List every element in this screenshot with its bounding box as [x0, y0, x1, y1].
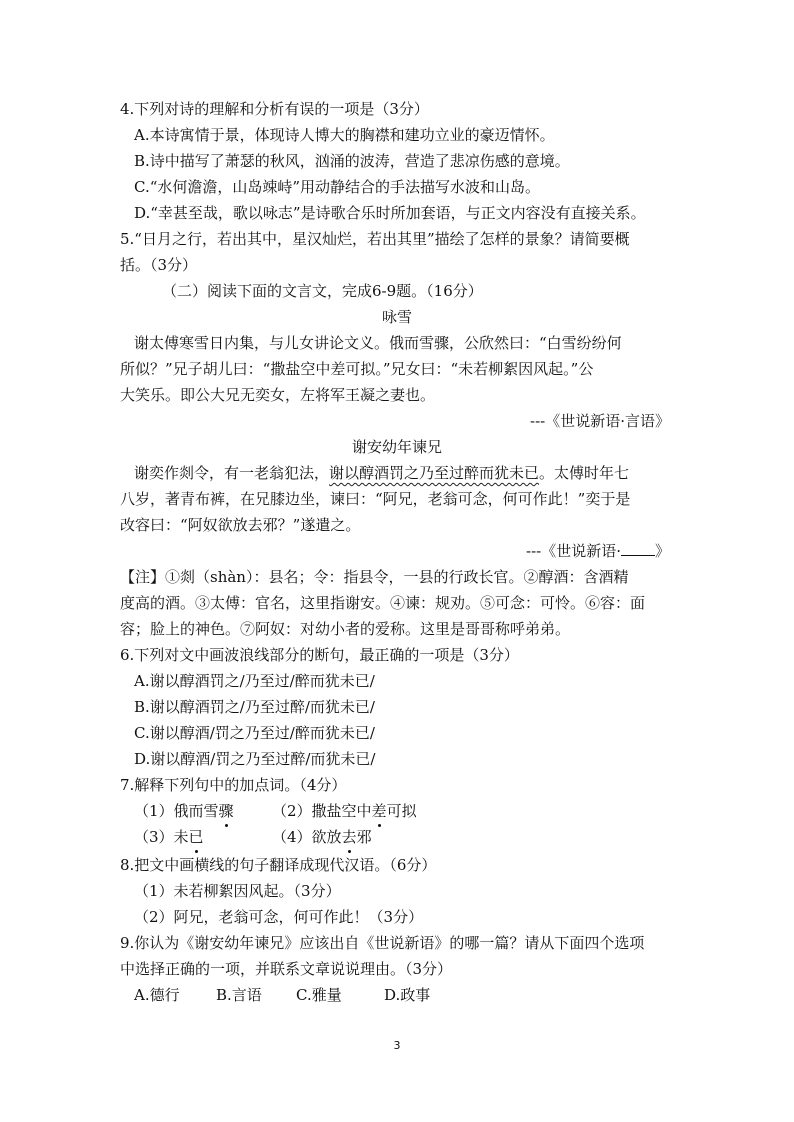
q6-option-c: C.谢以醇酒/罚之乃至过/醉而犹未已/ [134, 724, 375, 742]
q7-item3-dotted-word: 已 [188, 828, 204, 846]
q7-item2-text: （2）撒盐空中 [272, 802, 372, 820]
section-2-heading: （二）阅读下面的文言文，完成6-9题。（16分） [162, 282, 483, 300]
q9-line1: 9.你认为《谢安幼年谏兄》应该出自《世说新语》的哪一篇？请从下面四个选项 [120, 934, 645, 952]
q9-option-d: D.政事 [384, 986, 431, 1004]
q6-stem: 6.下列对文中画波浪线部分的断句，最正确的一项是（3分） [120, 646, 519, 664]
wavy-underlined-sentence: 谢以醇酒罚之乃至过醉而犹未已 [329, 464, 540, 482]
passage1-source: ---《世说新语·言语》 [530, 412, 670, 430]
passage1-line2: 所似？”兄子胡儿曰：“撒盐空中差可拟。”兄女曰：“未若柳絮因风起。”公 [120, 360, 594, 378]
q5-line1: 5.“日月之行，若出其中，星汉灿烂，若出其里”描绘了怎样的景象？请简要概 [120, 230, 630, 248]
q7-item2-dotted-word: 差 [371, 802, 387, 820]
notes-line3: 容；脸上的神色。⑦阿奴：对幼小者的爱称。这里是哥哥称呼弟弟。 [120, 620, 571, 638]
passage2-source-prefix: ---《世说新语· [526, 542, 621, 560]
q9-line2: 中选择正确的一项，并联系文章说说理由。（3分） [120, 960, 453, 978]
q8-item1: （1）未若柳絮因风起。（3分） [134, 882, 341, 900]
q7-item4-text-after: 邪 [356, 828, 372, 846]
q6-option-a: A.谢以醇酒罚之/乃至过/醉而犹未已/ [134, 672, 375, 690]
q7-item4-dotted-word: 去 [341, 828, 357, 846]
passage2-title: 谢安幼年谏兄 [351, 438, 442, 456]
q7-item1-text: （1）俄而雪 [134, 802, 219, 820]
q7-item4 [272, 827, 372, 847]
q8-stem: 8.把文中画横线的句子翻译成现代汉语。（6分） [120, 856, 437, 874]
q7-item3 [134, 827, 204, 847]
q9-option-c: C.雅量 [296, 986, 342, 1004]
q7-item3-text: （3）未 [134, 828, 189, 846]
q5-line2: 括。（3分） [120, 256, 198, 274]
q7-item2 [272, 801, 417, 821]
passage2-source-suffix: 》 [654, 542, 670, 560]
q4-option-d: D.“幸甚至哉，歌以咏志”是诗歌合乐时所加套语，与正文内容没有直接关系。 [134, 204, 646, 222]
q4-option-c: C.“水何澹澹，山岛竦峙”用动静结合的手法描写水波和山岛。 [134, 178, 541, 196]
passage1-line1: 谢太傅寒雪日内集，与儿女讲论文义。俄而雪骤，公欣然曰：“白雪纷纷何 [134, 334, 622, 352]
source-blank [621, 541, 655, 556]
passage2-source [526, 541, 670, 561]
notes-line1: 【注】①剡（shàn）：县名；令：指县令，一县的行政长官。②醇酒：含酒精 [120, 568, 629, 586]
passage2-line1 [134, 463, 629, 483]
q9-option-a: A.德行 [134, 986, 180, 1004]
passage1-title: 咏雪 [381, 308, 412, 326]
q7-item1-dotted-word: 骤 [218, 802, 234, 820]
q4-option-b: B.诗中描写了萧瑟的秋风，汹涌的波涛，营造了悲凉伤感的意境。 [134, 152, 570, 170]
q8-item2: （2）阿兄，老翁可念，何可作此！（3分） [134, 908, 424, 926]
passage1-line3: 大笑乐。即公大兄无奕女，左将军王凝之妻也。 [120, 386, 436, 404]
q4-option-a: A.本诗寓情于景，体现诗人博大的胸襟和建功立业的豪迈情怀。 [134, 126, 555, 144]
page-number: 3 [393, 1039, 401, 1052]
q7-stem: 7.解释下列句中的加点词。（4分） [120, 776, 347, 794]
notes-line2: 度高的酒。③太傅：官名，这里指谢安。④谏：规劝。⑤可念：可怜。⑥容：面 [120, 594, 646, 612]
passage2-line1-after: 。太傅时年七 [539, 464, 630, 482]
passage2-line1-before: 谢奕作剡令，有一老翁犯法， [134, 464, 330, 482]
passage2-line2: 八岁，著青布裤，在兄膝边坐，谏曰：“阿兄，老翁可念，何可作此！”奕于是 [120, 490, 631, 508]
q7-item2-text-after: 可拟 [386, 802, 417, 820]
passage2-line3: 改容曰：“阿奴欲放去邪？”遂遣之。 [120, 516, 361, 534]
q6-option-b: B.谢以醇酒罚之/乃至过醉/而犹未已/ [134, 698, 375, 716]
q4-stem: 4.下列对诗的理解和分析有误的一项是（3分） [120, 100, 429, 118]
q7-item4-text: （4）欲放 [272, 828, 342, 846]
q6-option-d: D.谢以醇酒/罚之乃至过醉/而犹未已/ [134, 750, 376, 768]
q7-item1 [134, 801, 234, 821]
q9-option-b: B.言语 [216, 986, 262, 1004]
